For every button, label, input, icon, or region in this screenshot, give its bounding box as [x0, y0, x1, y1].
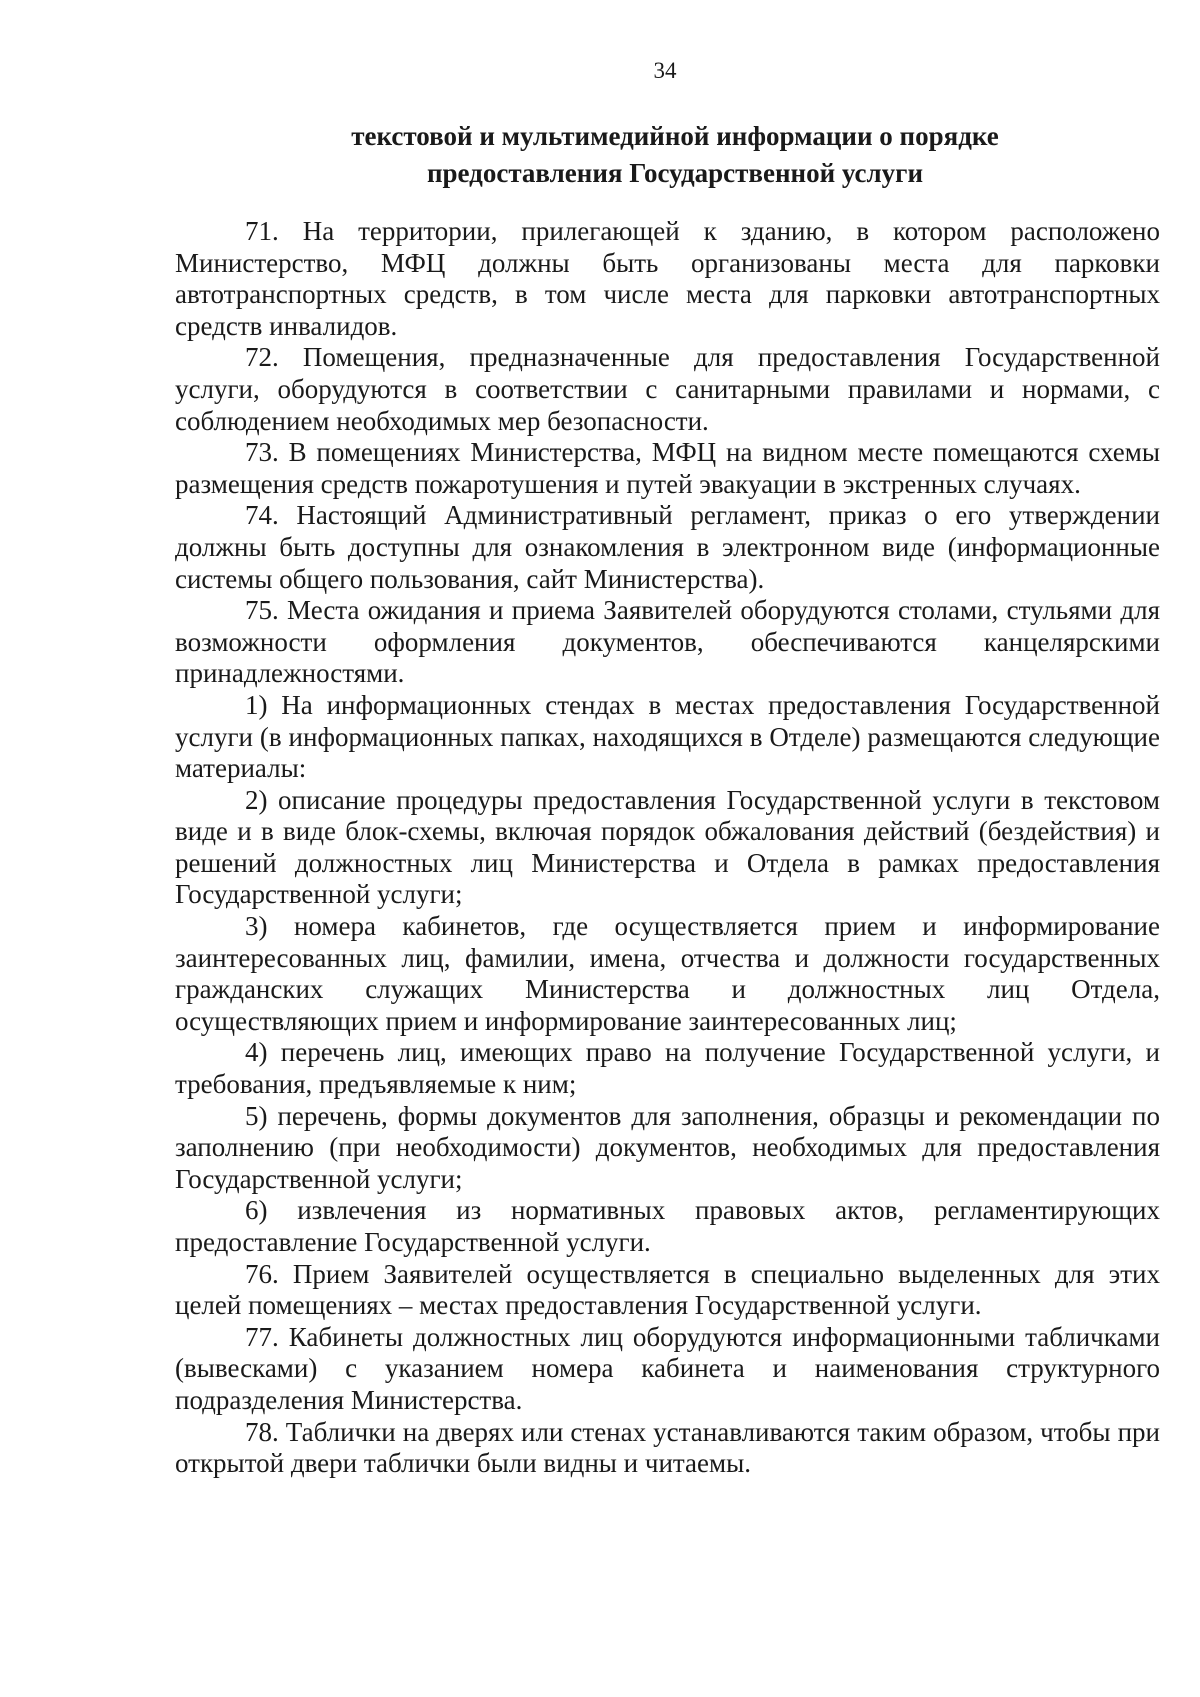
list-item-2: 2) описание процедуры предоставления Государственной услуги в текстовом виде и в виде блок-схемы, включая порядок обжалования действий (бездействия) и решений должностных лиц Министерства и Отдела в рамках предоставления Государственной услуги; — [175, 784, 1160, 910]
page-number: 34 — [653, 58, 677, 83]
paragraph-74: 74. Настоящий Административный регламент, приказ о его утверждении должны быть доступны для ознакомления в электронном виде (информационные системы общего пользования, сайт Министерства). — [175, 500, 1160, 594]
heading-line-2: предоставления Государственной услуги — [426, 158, 924, 188]
list-item-1: 1) На информационных стендах в местах предоставления Государственной услуги (в информационных папках, находящихся в Отделе) размещаются следующие материалы: — [175, 689, 1160, 784]
paragraph-76: 76. Прием Заявителей осуществляется в специально выделенных для этих целей помещениях – местах предоставления Государственной услуги. — [175, 1258, 1160, 1321]
list-item-5: 5) перечень, формы документов для заполнения, образцы и рекомендации по заполнению (при необходимости) документов, необходимых для предоставления Государственной услуги; — [175, 1100, 1160, 1194]
paragraph-72: 72. Помещения, предназначенные для предоставления Государственной услуги, оборудуются в соответствии с санитарными правилами и нормами, с соблюдением необходимых мер безопасности. — [175, 342, 1160, 436]
list-item-4: 4) перечень лиц, имеющих право на получение Государственной услуги, и требования, предъявляемые к ним; — [175, 1037, 1160, 1100]
paragraph-73: 73. В помещениях Министерства, МФЦ на видном месте помещаются схемы размещения средств пожаротушения и путей эвакуации в экстренных случаях. — [175, 437, 1160, 499]
list-item-3: 3) номера кабинетов, где осуществляется прием и информирование заинтересованных лиц, фамилии, имена, отчества и должности государственных гражданских служащих Министерства и должностных лиц Отдела, осуществляющих прием и информирование заинтересованных лиц; — [175, 911, 1160, 1036]
paragraph-75: 75. Места ожидания и приема Заявителей оборудуются столами, стульями для возможности оформления документов, обеспечиваются канцелярскими принадлежностями. — [175, 595, 1160, 689]
section-heading — [200, 118, 1150, 192]
document-body — [175, 216, 1160, 1480]
paragraph-77: 77. Кабинеты должностных лиц оборудуются информационными табличками (вывесками) с указанием номера кабинета и наименования структурного подразделения Министерства. — [175, 1321, 1160, 1415]
paragraph-78: 78. Таблички на дверях или стенах устанавливаются таким образом, чтобы при открытой двери таблички были видны и читаемы. — [175, 1416, 1160, 1479]
heading-line-1: текстовой и мультимедийной информации о порядке — [351, 121, 999, 151]
list-item-6: 6) извлечения из нормативных правовых актов, регламентирующих предоставление Государственной услуги. — [175, 1195, 1160, 1257]
paragraph-71: 71. На территории, прилегающей к зданию, в котором расположено Министерство, МФЦ должны быть организованы места для парковки автотранспортных средств, в том числе места для парковки автотранспортных средств инвалидов. — [175, 216, 1160, 341]
